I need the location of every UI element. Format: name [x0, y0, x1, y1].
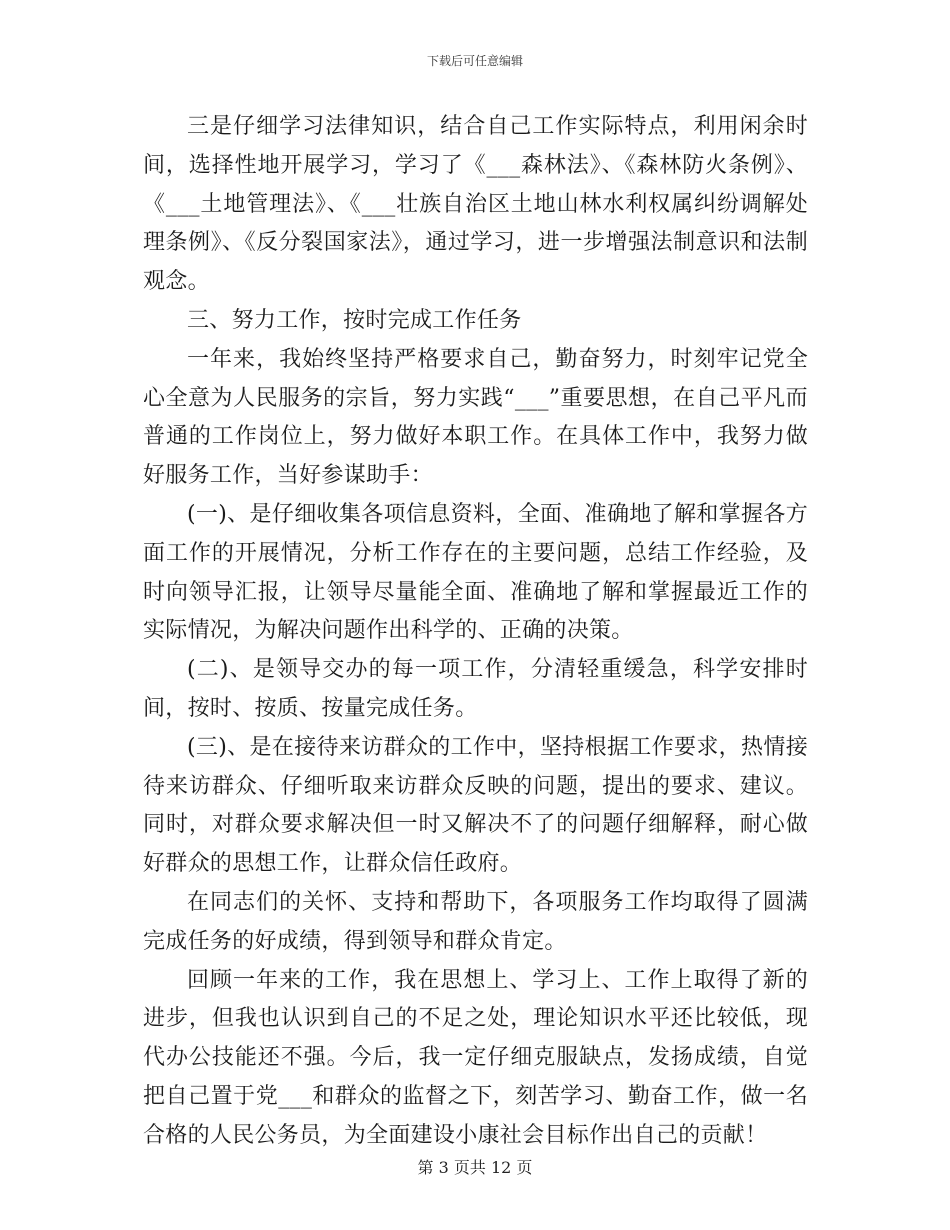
paragraph-achievements: 在同志们的关怀、支持和帮助下，各项服务工作均取得了圆满完成任务的好成绩，得到领导和群众肯定。: [143, 889, 808, 954]
section-heading-work: 三、努力工作，按时完成工作任务: [187, 307, 522, 333]
page-footer: 第 3 页共 12 页: [417, 1158, 533, 1177]
paragraph-legal-study: 三是仔细学习法律知识，结合自己工作实际特点，利用闲余时间，选择性地开展学习，学习了《___森林法》、《森林防火条例》、《___土地管理法》、《___壮族自治区土地山林水利权属纠纷调解处理条例》、《反分裂国家法》，通过学习，进一步增强法制意识和法制观念。: [143, 114, 808, 295]
paragraph-item-2: (二)、是领导交办的每一项工作，分清轻重缓急，科学安排时间，按时、按质、按量完成任务。: [143, 657, 808, 721]
document-body: [143, 108, 808, 1156]
page-header: 下载后可任意编辑: [426, 54, 523, 68]
paragraph-year-summary: 一年来，我始终坚持严格要求自己，勤奋努力，时刻牢记党全心全意为人民服务的宗旨，努力实践“___”重要思想，在自己平凡而普通的工作岗位上，努力做好本职工作。在具体工作中，我努力做好服务工作，当好参谋助手：: [143, 346, 808, 489]
paragraph-item-1: (一)、是仔细收集各项信息资料，全面、准确地了解和掌握各方面工作的开展情况，分析工作存在的主要问题，总结工作经验，及时向领导汇报，让领导尽量能全面、准确地了解和掌握最近工作的实际情况，为解决问题作出科学的、正确的决策。: [143, 501, 808, 644]
paragraph-item-3: (三)、是在接待来访群众的工作中，坚持根据工作要求，热情接待来访群众、仔细听取来访群众反映的问题，提出的要求、建议。同时，对群众要求解决但一时又解决不了的问题仔细解释，耐心做好群众的思想工作，让群众信任政府。: [143, 734, 808, 877]
paragraph-review: 回顾一年来的工作，我在思想上、学习上、工作上取得了新的进步，但我也认识到自己的不足之处，理论知识水平还比较低，现代办公技能还不强。今后，我一定仔细克服缺点，发扬成绩，自觉把自己置于党___和群众的监督之下，刻苦学习、勤奋工作，做一名合格的人民公务员，为全面建设小康社会目标作出自己的贡献！: [143, 967, 808, 1148]
